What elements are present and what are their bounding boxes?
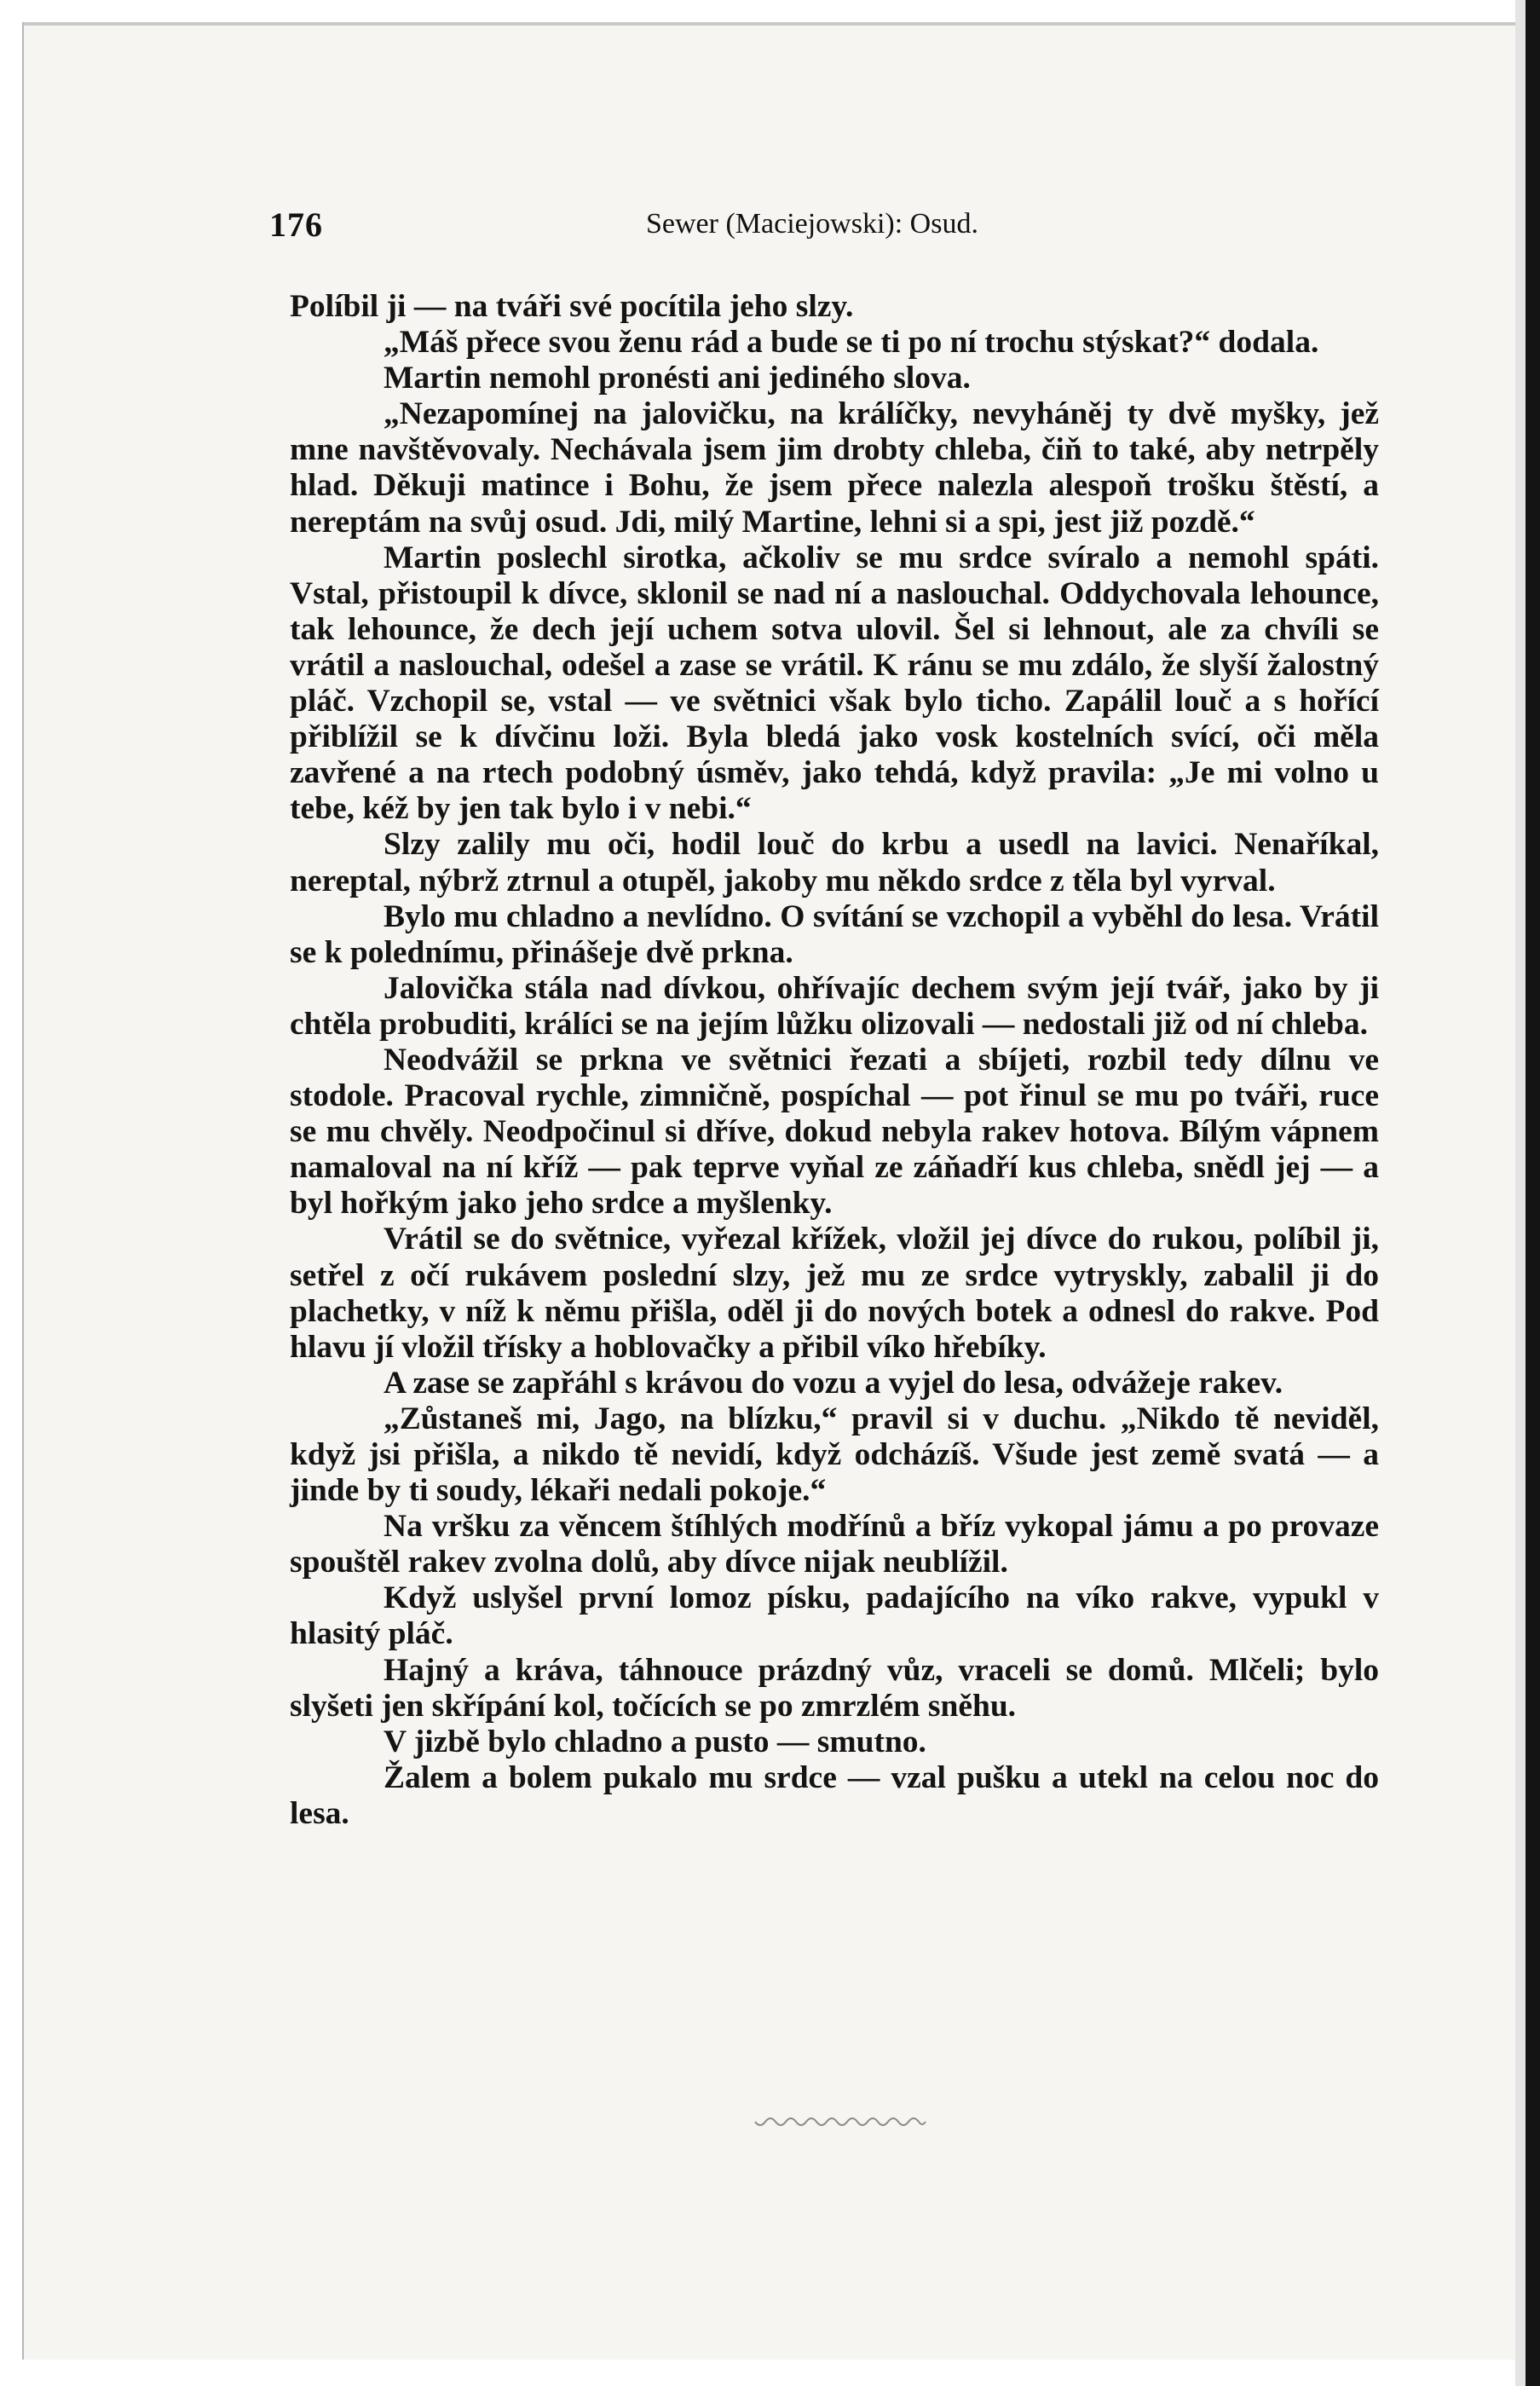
paragraph: Vrátil se do světnice, vyřezal křížek, vložil jej dívce do rukou, políbil ji, setřel z očí rukávem poslední slzy, jež mu ze srdce vytryskly, zabalil ji do plachetky, v níž k němu přišla, oděl ji do nových botek a odnesl do rakve. Pod hlavu jí vložil třísky a hoblovačky a přibil víko hřebíky. [290,1222,1379,1365]
book-page [22,22,1517,2360]
running-head: Sewer (Maciejowski): Osud. [646,208,978,240]
paragraph: Slzy zalily mu oči, hodil louč do krbu a usedl na lavici. Nenaříkal, nereptal, nýbrž ztrnul a otupěl, jakoby mu někdo srdce z těla byl vyrval. [290,827,1379,898]
paragraph: Martin poslechl sirotka, ačkoliv se mu srdce svíralo a nemohl spáti. Vstal, přistoupil k dívce, sklonil se nad ní a naslouchal. Oddychovala lehounce, tak lehounce, že dech její uchem sotva ulovil. Šel si lehnout, ale za chvíli se vrátil a naslouchal, odešel a zase se vrátil. K ránu se mu zdálo, že slyší žalostný pláč. Vzchopil se, vstal — ve světnici však bylo ticho. Zapálil louč a s hořící přiblížil se k dívčinu loži. Byla bledá jako vosk kostelních svící, oči měla zavřené a na rtech podobný úsměv, jako tehdá, když pravila: „Je mi volno u tebe, kéž by jen tak bylo i v nebi.“ [290,540,1379,827]
paragraph: „Zůstaneš mi, Jago, na blízku,“ pravil si v duchu. „Nikdo tě neviděl, když jsi přišla, a nikdo tě nevidí, když odcházíš. Všude jest země svatá — a jinde by ti soudy, lékaři nedali pokoje.“ [290,1401,1379,1509]
page-header [269,205,1036,251]
paragraph: „Nezapomínej na jalovičku, na králíčky, nevyháněj ty dvě myšky, jež mne navštěvovaly. Nechávala jsem jim drobty chleba, čiň to také, aby netrpěly hlad. Děkuji matince i Bohu, že jsem přece nalezla alespoň trošku štěstí, a nereptám na svůj osud. Jdi, milý Martine, lehni si a spi, jest již pozdě.“ [290,396,1379,540]
paragraph: Bylo mu chladno a nevlídno. O svítání se vzchopil a vyběhl do lesa. Vrátil se k polednímu, přinášeje dvě prkna. [290,898,1379,970]
paragraph: Žalem a bolem pukalo mu srdce — vzal pušku a utekl na celou noc do lesa. [290,1759,1379,1831]
paragraph: V jizbě bylo chladno a pusto — smutno. [384,1724,926,1759]
paragraph: Martin nemohl pronésti ani jediného slova. [384,361,971,396]
end-ornament-icon [753,2117,927,2132]
paragraph: A zase se zapřáhl s krávou do vozu a vyjel do lesa, odvážeje rakev. [384,1365,1283,1401]
paragraph: Jalovička stála nad dívkou, ohřívajíc dechem svým její tvář, jako by ji chtěla probuditi, králíci se na jejím lůžku olizovali — nedostali již od ní chleba. [290,970,1379,1042]
paragraph: Když uslyšel první lomoz písku, padajícího na víko rakve, vypukl v hlasitý pláč. [290,1580,1379,1652]
body-text [290,289,1379,1832]
top-scan-edge [24,22,1517,26]
paragraph: „Máš přece svou ženu rád a bude se ti po ní trochu stýskat?“ dodala. [384,325,1319,361]
paragraph: Na vršku za věncem štíhlých modřínů a bříz vykopal jámu a po provaze spouštěl rakev zvolna dolů, aby dívce nijak neublížil. [290,1509,1379,1580]
paragraph: Políbil ji — na tváři své pocítila jeho slzy. [290,289,854,324]
page-number: 176 [269,205,323,244]
paragraph: Neodvážil se prkna ve světnici řezati a sbíjeti, rozbil tedy dílnu ve stodole. Pracoval rychle, zimničně, pospíchal — pot řinul se mu po tváři, ruce se mu chvěly. Neodpočinul si dříve, dokud nebyla rakev hotova. Bílým vápnem namaloval na ní kříž — pak teprve vyňal ze záňadří kus chleba, snědl jej — a byl hořkým jako jeho srdce a myšlenky. [290,1042,1379,1222]
paragraph: Hajný a kráva, táhnouce prázdný vůz, vraceli se domů. Mlčeli; bylo slyšeti jen skřípání kol, točících se po zmrzlém sněhu. [290,1652,1379,1724]
scan-right-border-gap [1515,0,1526,2386]
